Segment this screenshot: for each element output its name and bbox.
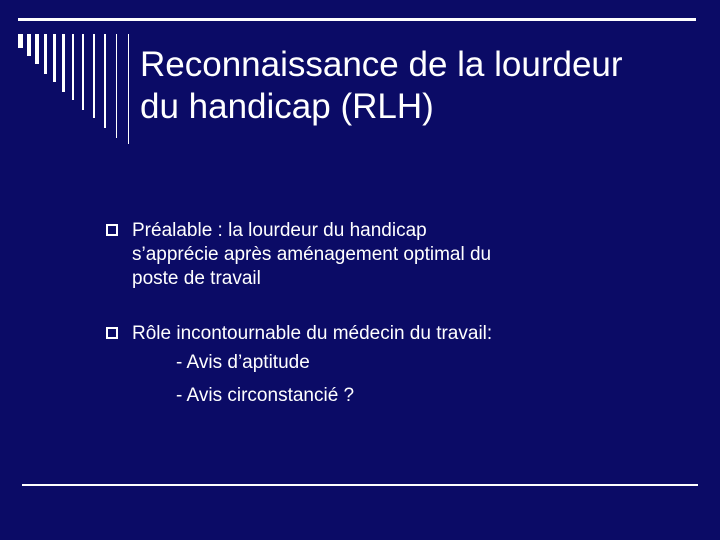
top-rule <box>18 18 696 21</box>
decorative-stripe <box>62 34 65 92</box>
bullet-1 <box>106 219 576 291</box>
slide-title <box>140 44 700 128</box>
bottom-rule <box>22 484 698 486</box>
bullet-2-line-1: Rôle incontournable du médecin du travail: <box>132 323 493 344</box>
bullet-2 <box>106 322 576 412</box>
sub-item-avis-circonstancie: - Avis circonstancié ? <box>176 385 355 406</box>
bullet-1-line-3: poste de travail <box>132 268 261 289</box>
decorative-stripe <box>93 34 95 118</box>
bullet-1-line-2: s’apprécie après aménagement optimal du <box>132 244 492 265</box>
decorative-stripe <box>35 34 39 64</box>
decorative-stripe <box>44 34 47 74</box>
bullet-1-line-1: Préalable : la lourdeur du handicap <box>132 220 427 241</box>
sub-item-avis-aptitude: - Avis d’aptitude <box>176 352 310 373</box>
decorative-stripe <box>116 34 117 138</box>
decorative-stripe <box>72 34 74 100</box>
title-line-2: du handicap (RLH) <box>140 87 434 126</box>
hollow-square-bullet-icon <box>106 327 118 339</box>
decorative-stripe <box>18 34 23 48</box>
title-line-1: Reconnaissance de la lourdeur <box>140 45 623 84</box>
decorative-stripe <box>82 34 84 110</box>
hollow-square-bullet-icon <box>106 224 118 236</box>
decorative-stripe <box>53 34 56 82</box>
decorative-stripe <box>128 34 129 144</box>
decorative-stripe <box>104 34 106 128</box>
decorative-stripe <box>27 34 31 56</box>
